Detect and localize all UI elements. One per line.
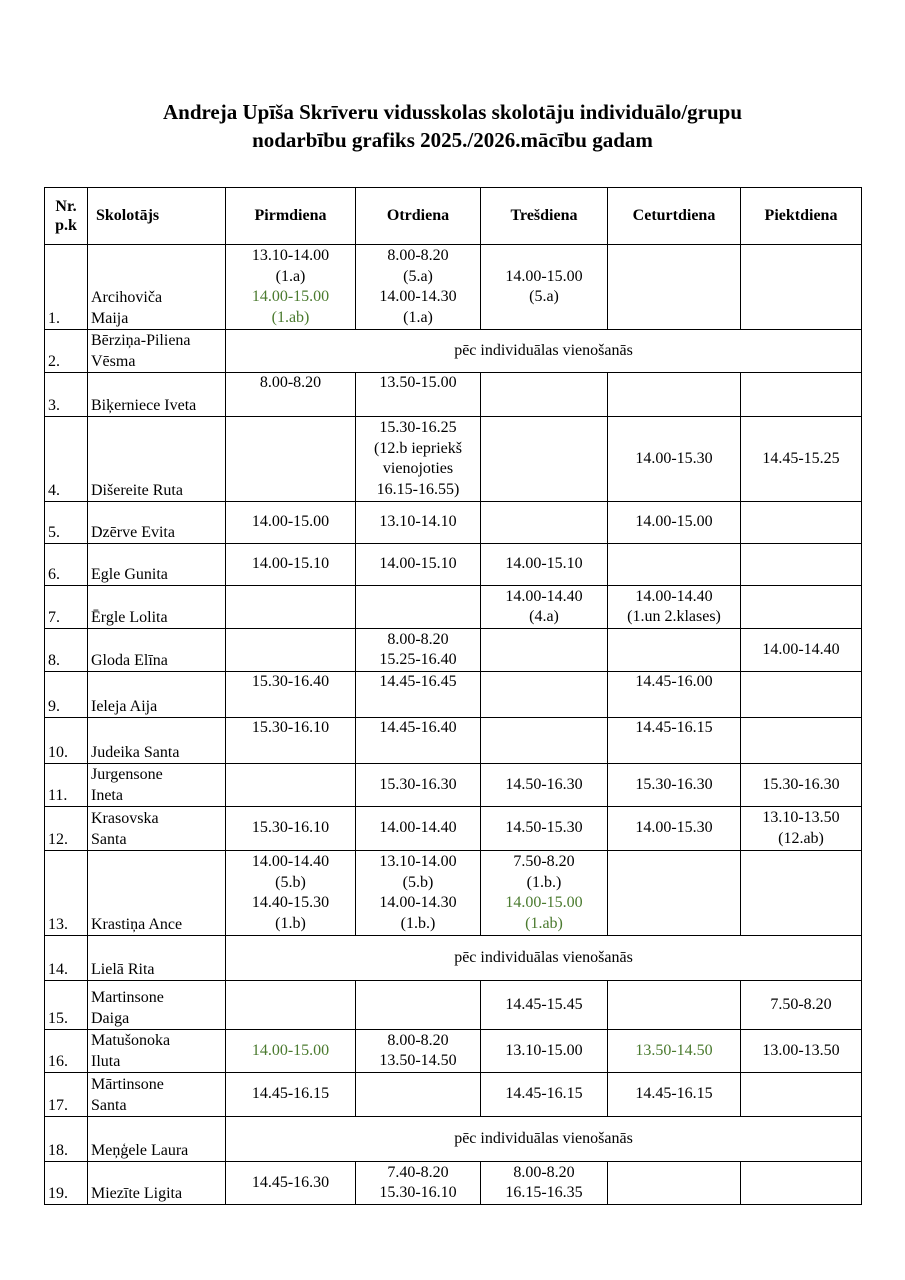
teacher-name: Gloda Elīna (88, 629, 226, 672)
teacher-name: Ērgle Lolita (88, 586, 226, 629)
cell-monday: 13.10-14.00 (1.a) 14.00-15.00 (1.ab) (226, 245, 356, 330)
cell-monday: 8.00-8.20 (226, 373, 356, 417)
cell-monday: 14.00-14.40 (5.b) 14.40-15.30 (1.b) (226, 851, 356, 936)
row-number: 7. (45, 586, 88, 629)
cell-thursday: 14.00-15.30 (608, 417, 741, 502)
teacher-name: Matušonoka Iluta (88, 1030, 226, 1073)
cell-wednesday: 13.10-15.00 (481, 1030, 608, 1073)
cell-wednesday (481, 502, 608, 544)
cell-friday: 15.30-16.30 (741, 764, 862, 807)
cell-wednesday: 14.00-14.40 (4.a) (481, 586, 608, 629)
cell-friday (741, 373, 862, 417)
cell-wednesday: 7.50-8.20 (1.b.) 14.00-15.00 (1.ab) (481, 851, 608, 936)
cell-tuesday: 14.45-16.45 (356, 672, 481, 718)
cell-thursday (608, 851, 741, 936)
row-number: 9. (45, 672, 88, 718)
table-row (45, 629, 862, 672)
cell-tuesday: 15.30-16.30 (356, 764, 481, 807)
cell-thursday (608, 544, 741, 586)
cell-friday (741, 1162, 862, 1205)
table-row (45, 373, 862, 417)
cell-friday (741, 718, 862, 764)
cell-monday (226, 417, 356, 502)
cell-thursday: 14.00-15.00 (608, 502, 741, 544)
row-number: 14. (45, 936, 88, 981)
cell-thursday: 14.45-16.15 (608, 1073, 741, 1117)
cell-friday: 13.10-13.50 (12.ab) (741, 807, 862, 851)
cell-friday: 14.00-14.40 (741, 629, 862, 672)
table-row (45, 718, 862, 764)
row-number: 17. (45, 1073, 88, 1117)
cell-by-agreement: pēc individuālas vienošanās (226, 1117, 862, 1162)
cell-monday (226, 586, 356, 629)
header-wednesday: Trešdiena (481, 188, 608, 245)
row-number: 8. (45, 629, 88, 672)
cell-monday: 15.30-16.10 (226, 807, 356, 851)
table-row (45, 245, 862, 330)
cell-friday (741, 544, 862, 586)
cell-tuesday: 13.50-15.00 (356, 373, 481, 417)
row-number: 6. (45, 544, 88, 586)
row-number: 11. (45, 764, 88, 807)
teacher-name: Mārtinsone Santa (88, 1073, 226, 1117)
cell-wednesday: 14.45-16.15 (481, 1073, 608, 1117)
title-line-1: Andreja Upīša Skrīveru vidusskolas skolotāju individuālo/grupu (162, 100, 743, 124)
cell-by-agreement: pēc individuālas vienošanās (226, 936, 862, 981)
document-title (0, 98, 905, 154)
cell-monday (226, 629, 356, 672)
row-number: 3. (45, 373, 88, 417)
cell-thursday: 14.00-14.40 (1.un 2.klases) (608, 586, 741, 629)
table-row (45, 807, 862, 851)
teacher-name: Lielā Rita (88, 936, 226, 981)
teacher-name: Bērziņa-Piliena Vēsma (88, 330, 226, 373)
cell-thursday (608, 1162, 741, 1205)
table-row (45, 586, 862, 629)
cell-tuesday: 15.30-16.25 (12.b iepriekš vienojoties 16.15-16.55) (356, 417, 481, 502)
cell-monday: 15.30-16.10 (226, 718, 356, 764)
teacher-name: Jurgensone Ineta (88, 764, 226, 807)
teacher-name: Ieleja Aija (88, 672, 226, 718)
teacher-name: Dzērve Evita (88, 502, 226, 544)
cell-friday: 7.50-8.20 (741, 981, 862, 1030)
row-number: 18. (45, 1117, 88, 1162)
cell-tuesday: 13.10-14.10 (356, 502, 481, 544)
cell-wednesday: 14.00-15.00 (5.a) (481, 245, 608, 330)
teacher-name: Krastiņa Ance (88, 851, 226, 936)
cell-friday: 14.45-15.25 (741, 417, 862, 502)
cell-tuesday (356, 1073, 481, 1117)
cell-monday: 15.30-16.40 (226, 672, 356, 718)
cell-thursday (608, 629, 741, 672)
table-row (45, 981, 862, 1030)
row-number: 19. (45, 1162, 88, 1205)
row-number: 16. (45, 1030, 88, 1073)
cell-monday (226, 981, 356, 1030)
table-row (45, 417, 862, 502)
teacher-name: Meņģele Laura (88, 1117, 226, 1162)
row-number: 12. (45, 807, 88, 851)
header-row (45, 188, 862, 245)
table-row (45, 936, 862, 981)
cell-tuesday: 8.00-8.20 15.25-16.40 (356, 629, 481, 672)
cell-wednesday: 14.50-15.30 (481, 807, 608, 851)
cell-tuesday: 8.00-8.20 (5.a) 14.00-14.30 (1.a) (356, 245, 481, 330)
cell-wednesday: 14.45-15.45 (481, 981, 608, 1030)
table-row (45, 1162, 862, 1205)
teacher-name: Martinsone Daiga (88, 981, 226, 1030)
teacher-name: Miezīte Ligita (88, 1162, 226, 1205)
cell-tuesday: 7.40-8.20 15.30-16.10 (356, 1162, 481, 1205)
cell-friday (741, 851, 862, 936)
cell-tuesday (356, 586, 481, 629)
teacher-name: Dišereite Ruta (88, 417, 226, 502)
cell-friday (741, 672, 862, 718)
table-row (45, 1030, 862, 1073)
header-friday: Piektdiena (741, 188, 862, 245)
teacher-name: Krasovska Santa (88, 807, 226, 851)
cell-by-agreement: pēc individuālas vienošanās (226, 330, 862, 373)
table-row (45, 330, 862, 373)
header-monday: Pirmdiena (226, 188, 356, 245)
row-number: 5. (45, 502, 88, 544)
teacher-name: Arcihoviča Maija (88, 245, 226, 330)
cell-wednesday (481, 718, 608, 764)
cell-wednesday: 14.00-15.10 (481, 544, 608, 586)
table-row (45, 672, 862, 718)
cell-monday: 14.00-15.10 (226, 544, 356, 586)
cell-monday: 14.45-16.30 (226, 1162, 356, 1205)
header-nr: Nr. p.k (45, 188, 88, 245)
cell-tuesday: 14.00-14.40 (356, 807, 481, 851)
schedule-table (44, 187, 862, 1205)
cell-thursday: 13.50-14.50 (608, 1030, 741, 1073)
cell-thursday (608, 981, 741, 1030)
cell-wednesday (481, 672, 608, 718)
cell-friday (741, 1073, 862, 1117)
header-teacher: Skolotājs (88, 188, 226, 245)
teacher-name: Judeika Santa (88, 718, 226, 764)
cell-tuesday (356, 981, 481, 1030)
cell-wednesday (481, 373, 608, 417)
cell-tuesday: 13.10-14.00 (5.b) 14.00-14.30 (1.b.) (356, 851, 481, 936)
title-line-2: nodarbību grafiks 2025./2026.mācību gadam (252, 128, 653, 152)
table-row (45, 851, 862, 936)
cell-monday: 14.00-15.00 (226, 1030, 356, 1073)
row-number: 1. (45, 245, 88, 330)
row-number: 10. (45, 718, 88, 764)
table-row (45, 502, 862, 544)
teacher-name: Egle Gunita (88, 544, 226, 586)
header-tuesday: Otrdiena (356, 188, 481, 245)
cell-friday: 13.00-13.50 (741, 1030, 862, 1073)
cell-tuesday: 14.00-15.10 (356, 544, 481, 586)
row-number: 4. (45, 417, 88, 502)
cell-friday (741, 586, 862, 629)
cell-thursday: 14.00-15.30 (608, 807, 741, 851)
cell-thursday: 15.30-16.30 (608, 764, 741, 807)
teacher-name: Biķerniece Iveta (88, 373, 226, 417)
cell-thursday: 14.45-16.15 (608, 718, 741, 764)
cell-monday: 14.45-16.15 (226, 1073, 356, 1117)
cell-thursday (608, 245, 741, 330)
row-number: 13. (45, 851, 88, 936)
table-row (45, 1117, 862, 1162)
cell-thursday: 14.45-16.00 (608, 672, 741, 718)
header-thursday: Ceturtdiena (608, 188, 741, 245)
cell-friday (741, 245, 862, 330)
cell-thursday (608, 373, 741, 417)
cell-wednesday: 8.00-8.20 16.15-16.35 (481, 1162, 608, 1205)
cell-wednesday (481, 417, 608, 502)
table-row (45, 544, 862, 586)
row-number: 2. (45, 330, 88, 373)
cell-wednesday (481, 629, 608, 672)
cell-monday: 14.00-15.00 (226, 502, 356, 544)
cell-tuesday: 8.00-8.20 13.50-14.50 (356, 1030, 481, 1073)
cell-wednesday: 14.50-16.30 (481, 764, 608, 807)
table-row (45, 1073, 862, 1117)
cell-monday (226, 764, 356, 807)
row-number: 15. (45, 981, 88, 1030)
cell-tuesday: 14.45-16.40 (356, 718, 481, 764)
cell-friday (741, 502, 862, 544)
table-row (45, 764, 862, 807)
